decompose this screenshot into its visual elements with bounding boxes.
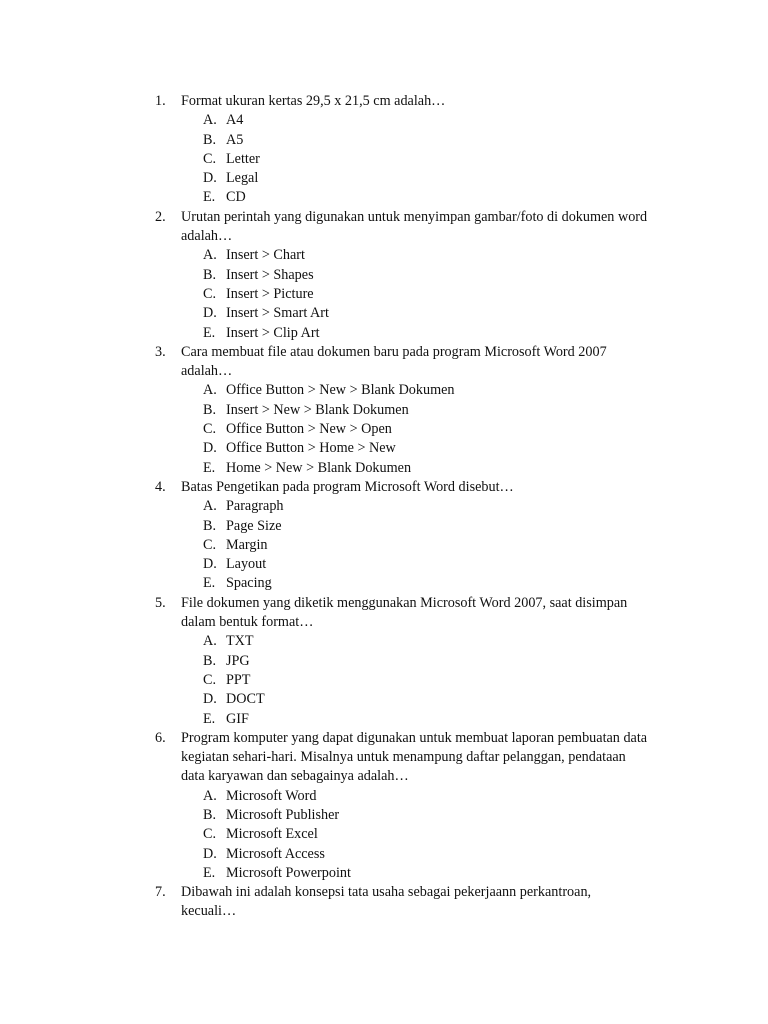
answer-option <box>0 420 768 439</box>
question-line <box>0 729 768 748</box>
answer-option <box>0 574 768 593</box>
question-line <box>0 748 768 767</box>
option-letter: D. <box>203 691 217 708</box>
question-text: kecuali… <box>181 903 237 920</box>
question-item <box>0 594 768 729</box>
question-line <box>0 208 768 227</box>
question-item <box>0 478 768 594</box>
answer-option <box>0 536 768 555</box>
option-letter: E. <box>203 864 216 881</box>
option-text: JPG <box>226 652 250 669</box>
option-text: Spacing <box>226 575 272 592</box>
question-line <box>0 883 768 902</box>
option-text: Paragraph <box>226 498 284 515</box>
answer-option <box>0 188 768 207</box>
option-text: A4 <box>226 112 244 129</box>
option-letter: B. <box>203 131 217 148</box>
option-letter: E. <box>203 575 216 592</box>
option-text: Letter <box>226 150 260 167</box>
option-text: DOCT <box>226 691 265 708</box>
option-text: Margin <box>226 536 268 553</box>
answer-option <box>0 864 768 883</box>
option-text: Insert > New > Blank Dokumen <box>226 401 409 418</box>
option-letter: D. <box>203 305 217 322</box>
answer-option <box>0 671 768 690</box>
option-letter: A. <box>203 112 217 129</box>
option-letter: D. <box>203 556 217 573</box>
question-text: adalah… <box>181 228 233 245</box>
option-text: Microsoft Publisher <box>226 806 340 823</box>
option-text: Office Button > New > Blank Dokumen <box>226 382 455 399</box>
answer-option <box>0 304 768 323</box>
answer-option <box>0 517 768 536</box>
option-letter: B. <box>203 652 217 669</box>
question-line <box>0 227 768 246</box>
question-line <box>0 343 768 362</box>
option-text: Home > New > Blank Dokumen <box>226 459 412 476</box>
answer-option <box>0 555 768 574</box>
option-text: CD <box>226 189 246 206</box>
answer-option <box>0 246 768 265</box>
option-text: Insert > Clip Art <box>226 324 320 341</box>
question-line <box>0 92 768 111</box>
answer-option <box>0 825 768 844</box>
question-item <box>0 729 768 883</box>
option-letter: C. <box>203 421 217 438</box>
question-line <box>0 594 768 613</box>
answer-option <box>0 266 768 285</box>
question-item <box>0 92 768 208</box>
quiz-document <box>0 92 768 922</box>
option-letter: E. <box>203 710 216 727</box>
option-letter: E. <box>203 189 216 206</box>
option-letter: E. <box>203 459 216 476</box>
option-text: Insert > Smart Art <box>226 305 329 322</box>
option-letter: D. <box>203 170 217 187</box>
answer-option <box>0 652 768 671</box>
answer-option <box>0 131 768 150</box>
option-text: A5 <box>226 131 244 148</box>
option-letter: C. <box>203 671 217 688</box>
option-text: Office Button > Home > New <box>226 440 396 457</box>
answer-option <box>0 806 768 825</box>
question-text: Batas Pengetikan pada program Microsoft Word disebut… <box>181 478 514 495</box>
question-text: Cara membuat file atau dokumen baru pada program Microsoft Word 2007 <box>181 343 607 360</box>
answer-option <box>0 111 768 130</box>
option-letter: D. <box>203 440 217 457</box>
question-text: kegiatan sehari-hari. Misalnya untuk menampung daftar pelanggan, pendataan <box>181 749 626 766</box>
answer-option <box>0 439 768 458</box>
question-text: dalam bentuk format… <box>181 614 314 631</box>
question-line <box>0 362 768 381</box>
question-text: Urutan perintah yang digunakan untuk menyimpan gambar/foto di dokumen word <box>181 208 648 225</box>
option-letter: C. <box>203 536 217 553</box>
answer-option <box>0 401 768 420</box>
question-number: 6. <box>155 729 166 746</box>
answer-option <box>0 632 768 651</box>
answer-option <box>0 787 768 806</box>
answer-option <box>0 381 768 400</box>
question-line <box>0 902 768 921</box>
option-letter: B. <box>203 806 217 823</box>
option-text: Insert > Shapes <box>226 266 314 283</box>
option-text: Insert > Chart <box>226 247 305 264</box>
question-text: adalah… <box>181 363 233 380</box>
option-text: Microsoft Powerpoint <box>226 864 351 881</box>
option-text: Insert > Picture <box>226 285 314 302</box>
option-letter: B. <box>203 517 217 534</box>
question-line <box>0 478 768 497</box>
question-line <box>0 613 768 632</box>
question-item <box>0 208 768 343</box>
answer-option <box>0 710 768 729</box>
question-item <box>0 343 768 478</box>
option-letter: A. <box>203 247 217 264</box>
option-text: TXT <box>226 633 254 650</box>
option-text: Office Button > New > Open <box>226 421 392 438</box>
option-text: GIF <box>226 710 249 727</box>
option-text: PPT <box>226 671 251 688</box>
question-text: Program komputer yang dapat digunakan untuk membuat laporan pembuatan data <box>181 729 648 746</box>
option-text: Page Size <box>226 517 282 534</box>
question-number: 2. <box>155 208 166 225</box>
answer-option <box>0 459 768 478</box>
option-letter: D. <box>203 845 217 862</box>
question-text: Dibawah ini adalah konsepsi tata usaha sebagai pekerjaann perkantroan, <box>181 884 592 901</box>
option-letter: B. <box>203 266 217 283</box>
option-letter: E. <box>203 324 216 341</box>
option-text: Legal <box>226 170 259 187</box>
option-text: Layout <box>226 556 267 573</box>
question-number: 3. <box>155 343 166 360</box>
question-text: File dokumen yang diketik menggunakan Microsoft Word 2007, saat disimpan <box>181 594 628 611</box>
option-text: Microsoft Access <box>226 845 325 862</box>
answer-option <box>0 285 768 304</box>
question-text: data karyawan dan sebagainya adalah… <box>181 768 409 785</box>
question-number: 5. <box>155 594 166 611</box>
answer-option <box>0 845 768 864</box>
question-number: 4. <box>155 478 166 495</box>
answer-option <box>0 690 768 709</box>
answer-option <box>0 150 768 169</box>
option-letter: B. <box>203 401 217 418</box>
option-letter: C. <box>203 285 217 302</box>
option-letter: C. <box>203 150 217 167</box>
option-letter: A. <box>203 633 217 650</box>
question-number: 7. <box>155 884 166 901</box>
answer-option <box>0 169 768 188</box>
option-letter: A. <box>203 787 217 804</box>
option-letter: C. <box>203 826 217 843</box>
answer-option <box>0 324 768 343</box>
answer-option <box>0 497 768 516</box>
question-item <box>0 883 768 922</box>
option-text: Microsoft Excel <box>226 826 318 843</box>
option-letter: A. <box>203 498 217 515</box>
question-text: Format ukuran kertas 29,5 x 21,5 cm adalah… <box>181 93 446 109</box>
question-number: 1. <box>155 93 166 109</box>
option-letter: A. <box>203 382 217 399</box>
option-text: Microsoft Word <box>226 787 317 804</box>
question-line <box>0 767 768 786</box>
